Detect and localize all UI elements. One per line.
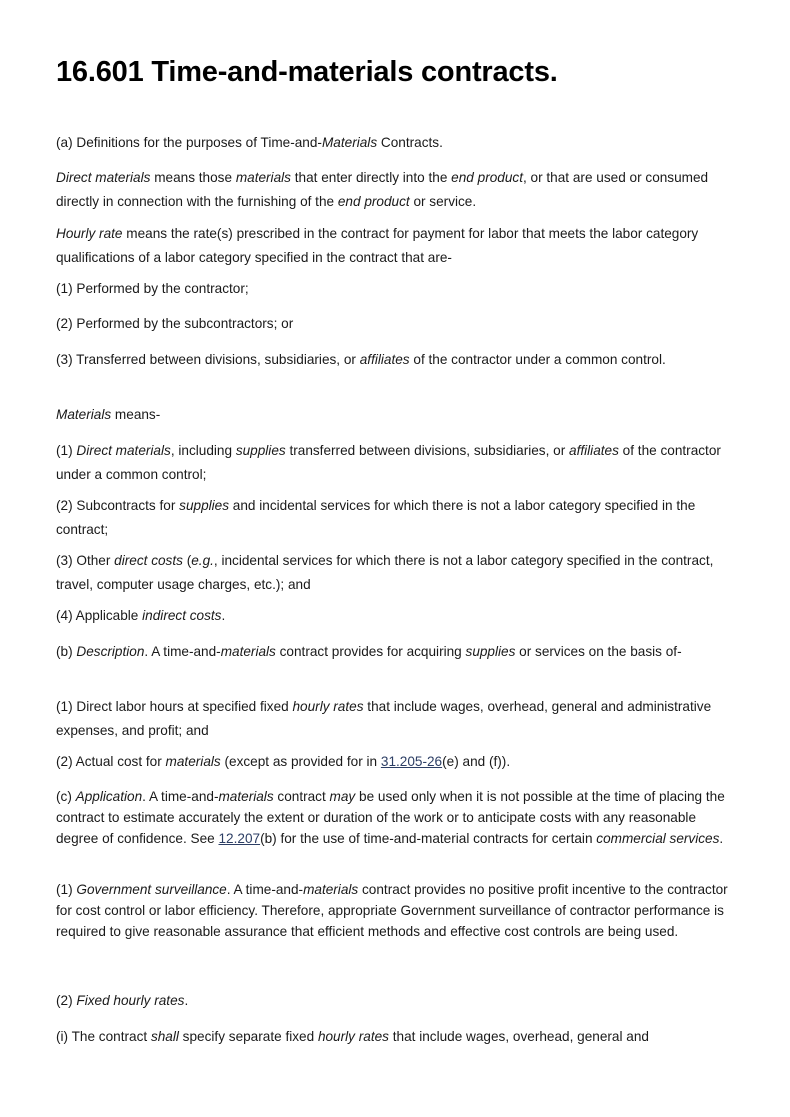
list-item-materials-1: (1) Direct materials, including supplies transferred between divisions, subsidiaries, or affiliates of the contractor under a common control; (56, 443, 721, 482)
paragraph-c-application: (c) Application. A time-and-materials contract may be used only when it is not possible at the time of placing the contract to estimate accurately the extent or duration of the work or to anticipate costs with any reasonable degree of confidence. See 12.207(b) for the use of time-and-material contracts for certain commercial services. (56, 789, 725, 846)
list-item-c-2: (2) Fixed hourly rates. (56, 993, 189, 1008)
list-item-materials-3: (3) Other direct costs (e.g., incidental services for which there is not a labor category specified in the contract, travel, computer usage charges, etc.); and (56, 553, 714, 592)
list-item-c-2-i: (i) The contract shall specify separate fixed hourly rates that include wages, overhead, general and (56, 1029, 649, 1044)
list-item-b-1: (1) Direct labor hours at specified fixed hourly rates that include wages, overhead, general and administrative expenses, and profit; and (56, 699, 712, 738)
paragraph-materials-definition: Materials means- (56, 407, 161, 422)
link-31-205-26[interactable]: 31.205-26 (380, 754, 443, 769)
page-title: 16.601 Time-and-materials contracts. (56, 56, 558, 88)
list-item-hourly-rate-2: (2) Performed by the subcontractors; or (56, 316, 294, 331)
list-item-materials-4: (4) Applicable indirect costs. (56, 608, 226, 623)
paragraph-hourly-rate-definition: Hourly rate means the rate(s) prescribed in the contract for payment for labor that meets the labor category qualifications of a labor category specified in the contract that are- (56, 226, 699, 265)
list-item-b-2: (2) Actual cost for materials (except as provided for in 31.205-26(e) and (f)). (56, 754, 511, 769)
paragraph-b-description: (b) Description. A time-and-materials contract provides for acquiring supplies or services on the basis of- (56, 644, 682, 659)
list-item-hourly-rate-3: (3) Transferred between divisions, subsidiaries, or affiliates of the contractor under a common control. (56, 352, 666, 367)
paragraph-direct-materials-definition: Direct materials means those materials that enter directly into the end product, or that are used or consumed directly in connection with the furnishing of the end product or service. (56, 170, 709, 209)
list-item-materials-2: (2) Subcontracts for supplies and incidental services for which there is not a labor category specified in the contract; (56, 498, 696, 537)
link-12-207[interactable]: 12.207 (218, 831, 261, 846)
paragraph-a-intro: (a) Definitions for the purposes of Time-and-Materials Contracts. (56, 135, 443, 150)
list-item-c-1: (1) Government surveillance. A time-and-materials contract provides no positive profit incentive to the contractor for cost control or labor efficiency. Therefore, appropriate Government surveillance of contractor performance is required to give reasonable assurance that efficient methods and effective cost controls are being used. (56, 882, 728, 939)
list-item-hourly-rate-1: (1) Performed by the contractor; (56, 281, 249, 296)
